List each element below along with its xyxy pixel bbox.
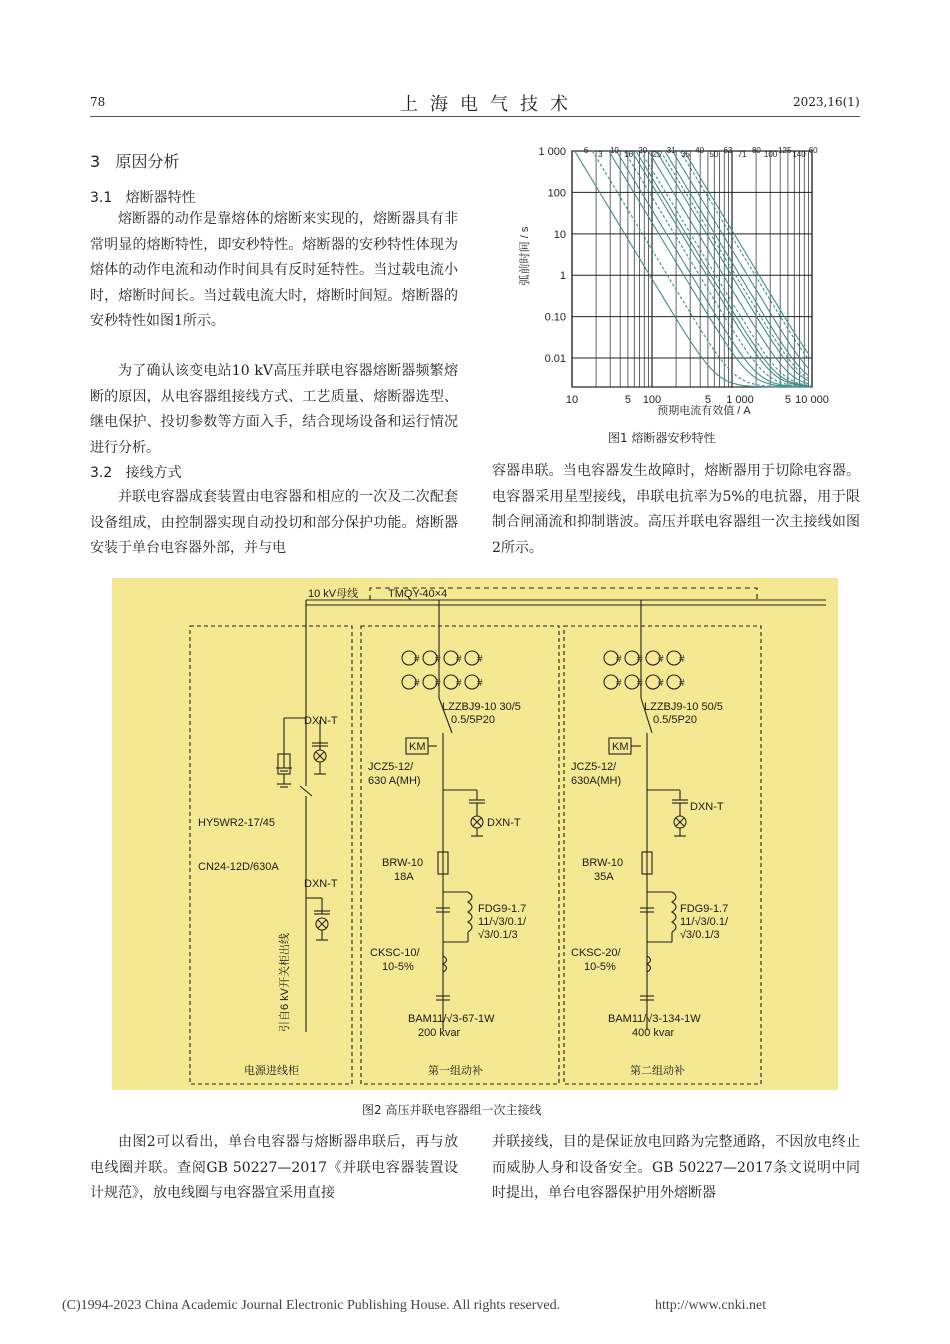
section-title: 原因分析 bbox=[115, 152, 180, 171]
p3-switch2-label: 630A(MH) bbox=[571, 775, 622, 787]
p3-fuse-label: BRW-10 bbox=[582, 857, 624, 869]
section-heading bbox=[90, 149, 179, 172]
subsection-1-title: 熔断器特性 bbox=[125, 190, 196, 206]
curve-rating-label: 10 bbox=[609, 146, 619, 155]
svg-text:#: # bbox=[414, 654, 420, 665]
p2-fdg2-label: 11/√3/0.1/ bbox=[478, 916, 527, 928]
p1-dxn-a-label: DXN-T bbox=[304, 715, 338, 727]
fuse-curve bbox=[665, 151, 809, 376]
curve-rating-label: 31 bbox=[666, 146, 676, 155]
paragraph-4: 容器串联。当电容器发生故障时，熔断器用于切除电容器。电容器采用星型接线，串联电抗率为5%的电抗器，用于限制合闸涌流和抑制谐波。高压并联电容器组一次主接线如图2所示。 bbox=[492, 463, 860, 556]
p2-fdg3-label: √3/0.1/3 bbox=[478, 929, 518, 941]
fuse-curve bbox=[641, 151, 809, 385]
fuse-curve bbox=[684, 151, 808, 353]
svg-text:#: # bbox=[658, 678, 664, 689]
subsection-1-number: 3.1 bbox=[90, 190, 113, 206]
p2-fdg-label: FDG9-1.7 bbox=[478, 903, 527, 915]
x-tick-label: 5 bbox=[784, 394, 791, 406]
p3-km-label: KM bbox=[612, 741, 629, 753]
curve-rating-label: 50 bbox=[709, 150, 719, 159]
panel3-title: 第二组动补 bbox=[630, 1065, 685, 1077]
curve-rating-label: 20 bbox=[638, 146, 648, 155]
x-tick-label: 5 bbox=[704, 394, 711, 406]
journal-title: 上海电气技术 bbox=[400, 94, 580, 115]
curve-rating-label: 6 bbox=[583, 146, 589, 155]
x-tick-label: 10 000 bbox=[795, 394, 829, 406]
y-tick-label: 0.01 bbox=[544, 353, 566, 366]
p1-breaker-label: CN24-12D/630A bbox=[198, 861, 279, 873]
subsection-2-title: 接线方式 bbox=[125, 465, 182, 481]
svg-text:#: # bbox=[637, 654, 643, 665]
p2-ct-label: LZZBJ9-10 30/5 bbox=[442, 701, 521, 713]
p2-cap2-label: 200 kvar bbox=[418, 1027, 461, 1039]
bus-label: 10 kV母线 bbox=[308, 588, 359, 600]
fig1-caption: 图1 熔断器安秒特性 bbox=[608, 431, 716, 445]
paragraph-6: 并联接线，目的是保证放电回路为完整通路，不因放电终止而威胁人身和设备安全。GB 50227—2017条文说明中同时提出，单台电容器保护用外熔断器 bbox=[492, 1134, 860, 1201]
p2-fuse-label: BRW-10 bbox=[382, 857, 424, 869]
p3-fdg3-label: √3/0.1/3 bbox=[680, 929, 720, 941]
p2-cap-label: BAM11/√3-67-1W bbox=[408, 1013, 495, 1025]
p2-dxn-label: DXN-T bbox=[487, 817, 521, 829]
copyright-footer: (C)1994-2023 China Academic Journal Electronic Publishing House. All rights reserved. bbox=[62, 1298, 561, 1313]
curve-rating-label: 140 bbox=[792, 150, 806, 159]
panel1-title: 电源进线柜 bbox=[244, 1065, 299, 1077]
p1-arrester-label: HY5WR2-17/45 bbox=[198, 817, 276, 829]
fig1-chart bbox=[492, 138, 860, 420]
svg-text:#: # bbox=[679, 678, 685, 689]
p3-dxn-label: DXN-T bbox=[690, 801, 724, 813]
curve-rating-label: 100 bbox=[763, 150, 778, 159]
fig2-diagram bbox=[112, 578, 838, 1090]
curve-rating-label: 16 bbox=[624, 150, 634, 159]
p3-fdg2-label: 11/√3/0.1/ bbox=[680, 916, 729, 928]
curve-rating-label: 125 bbox=[778, 146, 792, 155]
page-number: 78 bbox=[90, 95, 106, 109]
p3-cap2-label: 400 kvar bbox=[632, 1027, 675, 1039]
subsection-2-heading bbox=[90, 462, 182, 482]
curve-rating-label: 80 bbox=[751, 146, 761, 155]
y-tick-label: 1 000 bbox=[538, 146, 566, 158]
curve-rating-label: 25 bbox=[652, 150, 662, 159]
fuse-curve bbox=[632, 151, 812, 386]
x-tick-label: 1 000 bbox=[726, 394, 754, 406]
subsection-2-number: 3.2 bbox=[90, 465, 113, 481]
svg-text:#: # bbox=[616, 678, 622, 689]
p1-dxn-b-label: DXN-T bbox=[304, 878, 338, 890]
p2-switch2-label: 630 A(MH) bbox=[368, 775, 421, 787]
curve-rating-label: 40 bbox=[695, 146, 705, 155]
fig1-grid bbox=[572, 151, 812, 387]
p3-reactor2-label: 10-5% bbox=[584, 961, 616, 973]
p3-ct-label: LZZBJ9-10 50/5 bbox=[644, 701, 723, 713]
y-tick-label: 10 bbox=[553, 228, 566, 241]
p3-switch-label: JCZ5-12/ bbox=[571, 761, 617, 773]
y-tick-label: 0.10 bbox=[544, 311, 566, 324]
fig1-x-axis-label: 预期电流有效值 / A bbox=[657, 405, 751, 417]
svg-text:#: # bbox=[658, 654, 664, 665]
header-rule bbox=[90, 116, 860, 117]
footer-url[interactable]: http://www.cnki.net bbox=[655, 1298, 767, 1313]
p1-cable-label: 引自6 kV开关柜出线 bbox=[279, 932, 291, 1032]
p2-reactor-label: CKSC-10/ bbox=[370, 947, 420, 959]
section-number: 3 bbox=[90, 152, 101, 171]
curve-rating-label: 3 bbox=[597, 150, 603, 159]
x-tick-label: 5 bbox=[624, 394, 631, 406]
fig2-caption: 图2 高压并联电容器组一次主接线 bbox=[362, 1103, 542, 1117]
p2-reactor2-label: 10-5% bbox=[382, 961, 414, 973]
curve-rating-label: 35 bbox=[680, 150, 690, 159]
svg-text:#: # bbox=[456, 678, 462, 689]
paragraph-2: 为了确认该变电站10 kV高压并联电容器熔断器频繁熔断的原因，从电容器组接线方式、工艺质量、熔断器选型、继电保护、投切参数等方面入手，结合现场设备和运行情况进行分析。 bbox=[90, 363, 458, 456]
svg-text:#: # bbox=[679, 654, 685, 665]
paragraph-1: 熔断器的动作是靠熔体的熔断来实现的，熔断器具有非常明显的熔断特性，即安秒特性。熔断器的安秒特性体现为熔体的动作电流和动作时间具有反时延特性。当过载电流小时，熔断时间长。当过载电流大时，熔断时间短。熔断器的安秒特性如图1所示。 bbox=[90, 211, 458, 329]
y-tick-label: 100 bbox=[547, 187, 566, 200]
svg-text:#: # bbox=[435, 654, 441, 665]
p3-ct2-label: 0.5/5P20 bbox=[653, 714, 698, 726]
svg-text:#: # bbox=[414, 678, 420, 689]
svg-text:#: # bbox=[477, 678, 483, 689]
p3-fdg-label: FDG9-1.7 bbox=[680, 903, 729, 915]
svg-text:#: # bbox=[456, 654, 462, 665]
y-tick-label: 1 bbox=[559, 270, 566, 283]
paragraph-5: 由图2可以看出，单台电容器与熔断器串联后，再与放电线圈并联。查阅GB 50227—2017《并联电容器装置设计规范》，放电线圈与电容器宜采用直接 bbox=[90, 1134, 458, 1201]
plot-frame bbox=[572, 151, 812, 387]
p2-km-label: KM bbox=[409, 741, 426, 753]
svg-text:#: # bbox=[477, 654, 483, 665]
paragraph-3: 并联电容器成套装置由电容器和相应的一次及二次配套设备组成，由控制器实现自动投切和部分保护功能。熔断器安装于单台电容器外部，并与电 bbox=[90, 489, 458, 556]
panel2-title: 第一组动补 bbox=[428, 1065, 483, 1077]
p3-cap-label: BAM11/√3-134-1W bbox=[608, 1013, 701, 1025]
p2-switch-label: JCZ5-12/ bbox=[368, 761, 414, 773]
issue-label: 2023,16(1) bbox=[793, 95, 860, 109]
curve-rating-label: 60 bbox=[808, 146, 818, 155]
p2-ct2-label: 0.5/5P20 bbox=[451, 714, 496, 726]
curve-rating-label: 63 bbox=[723, 146, 733, 155]
x-tick-label: 100 bbox=[642, 394, 662, 406]
fig1-y-axis-label: 弧前时间 / s bbox=[519, 226, 531, 286]
p2-fuse2-label: 18A bbox=[394, 871, 414, 883]
subsection-1-heading bbox=[90, 187, 196, 207]
svg-text:#: # bbox=[637, 678, 643, 689]
p3-reactor-label: CKSC-20/ bbox=[571, 947, 621, 959]
svg-text:#: # bbox=[435, 678, 441, 689]
svg-text:#: # bbox=[616, 654, 622, 665]
busbar-label: TMQY-40×4 bbox=[388, 588, 448, 600]
x-tick-label: 10 bbox=[565, 394, 579, 406]
curve-rating-label: 71 bbox=[737, 150, 747, 159]
p3-fuse2-label: 35A bbox=[594, 871, 614, 883]
